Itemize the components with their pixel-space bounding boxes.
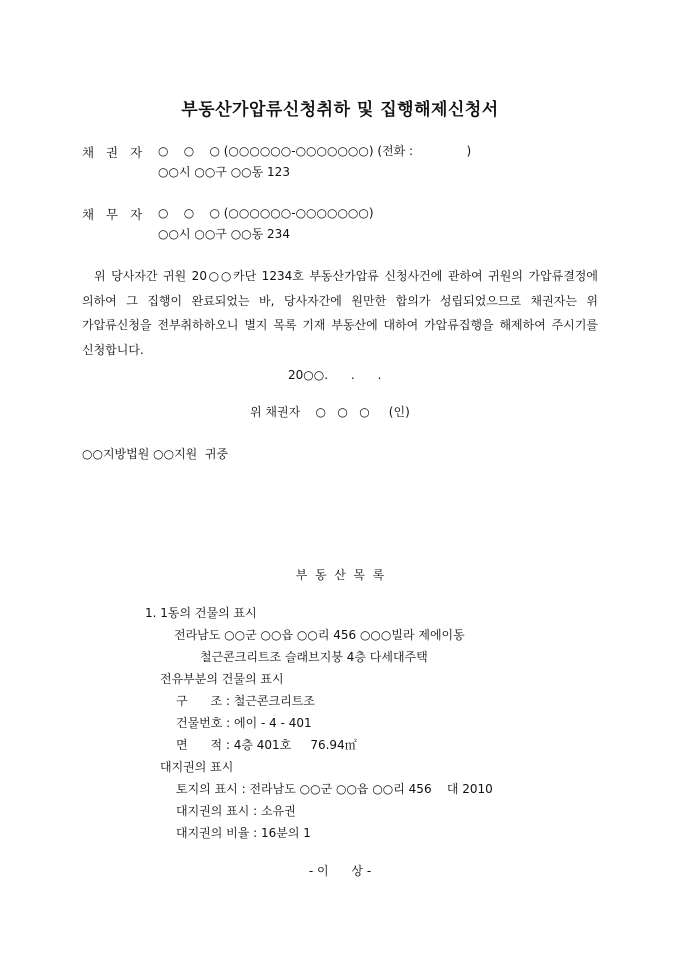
land-right-heading: 대지권의 표시	[160, 760, 234, 774]
building-structure: 철근콘크리트조 슬래브지붕 4층 다세대주택	[200, 650, 428, 664]
list-title: 부 동 산 목 록	[295, 568, 385, 582]
exclusive-part-heading: 전유부분의 건물의 표시	[160, 672, 284, 686]
building-address: 전라남도 ○○군 ○○읍 ○○리 456 ○○○빌라 제에이동	[174, 628, 465, 642]
document-date: 20○○. . .	[288, 368, 382, 382]
land-right-type: 대지권의 표시 : 소유권	[176, 804, 296, 818]
land-line: 토지의 표시 : 전라남도 ○○군 ○○읍 ○○리 456 대 2010	[176, 782, 493, 796]
land-right-ratio: 대지권의 비율 : 16분의 1	[176, 826, 311, 840]
building-number-line: 건물번호 : 에이 - 4 - 401	[176, 716, 312, 730]
debtor-label: 채 무 자	[82, 207, 147, 222]
debtor-name-line: ○ ○ ○ (○○○○○○-○○○○○○○)	[158, 206, 374, 220]
court-addressee: ○○지방법원 ○○지원 귀중	[82, 447, 229, 461]
creditor-name-line: ○ ○ ○ (○○○○○○-○○○○○○○) (전화 : )	[158, 144, 472, 158]
creditor-address: ○○시 ○○구 ○○동 123	[158, 165, 290, 179]
end-mark: - 이 상 -	[308, 864, 372, 878]
signature-line: 위 채권자 ○ ○ ○ (인)	[250, 405, 410, 419]
creditor-label: 채 권 자	[82, 145, 147, 160]
list-item-heading: 1. 1동의 건물의 표시	[145, 606, 257, 620]
debtor-address: ○○시 ○○구 ○○동 234	[158, 227, 290, 241]
structure-line: 구 조 : 철근콘크리트조	[176, 694, 315, 708]
request-body: 위 당사자간 귀원 20○○카단 1234호 부동산가압류 신청사건에 관하여 귀원의 가압류결정에 의하여 그 집행이 완료되었는 바, 당사자간에 원만한 합의가 성립되었으므로 채권자는 위 가압류신청을 전부취하하오니 별지 목록 기재 부동산에 대하여 가압류집행을 해제하여 주시기를 신청합니다.	[82, 269, 598, 357]
document-title: 부동산가압류신청취하 및 집행해제신청서	[181, 100, 499, 120]
area-line: 면 적 : 4층 401호 76.94㎡	[176, 738, 357, 752]
